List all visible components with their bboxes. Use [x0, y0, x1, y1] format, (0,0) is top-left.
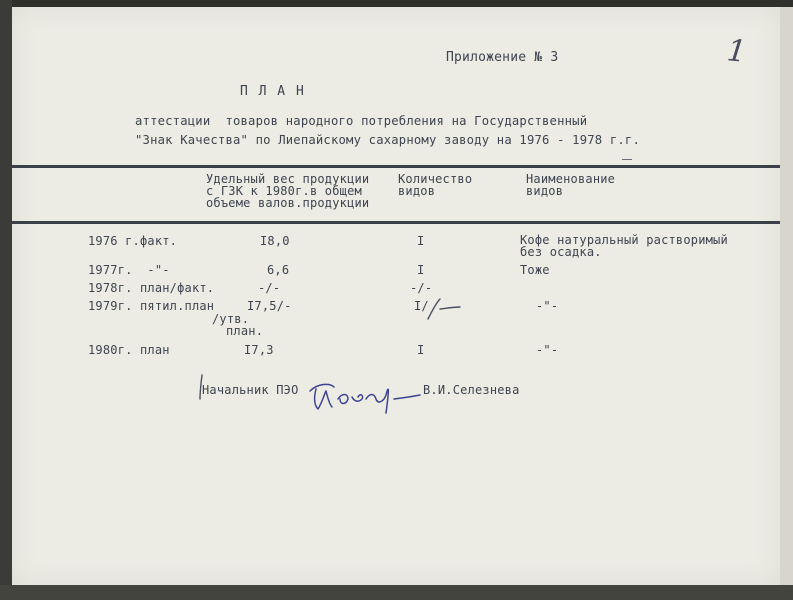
row-period: 1979г. пятил.план — [88, 299, 215, 313]
row-period: 1976 г.факт. — [88, 234, 178, 248]
signature-name: В.И.Селезнева — [423, 383, 520, 397]
row-share: I7,3 — [244, 343, 274, 357]
row-share: -/- — [258, 281, 281, 295]
header-name-line-2: видов — [526, 184, 564, 198]
table-header-rule — [12, 221, 780, 224]
handwritten-signature — [304, 377, 424, 417]
header-share-line-2: с ГЗК к 1980г.в общем — [206, 184, 362, 198]
document-subtitle-line-1: аттестации товаров народного потребления на Государственный — [135, 114, 588, 128]
handwritten-page-number: 1 — [725, 33, 748, 70]
handwritten-dash-mark — [426, 297, 466, 325]
appendix-label: Приложение № 3 — [446, 50, 559, 65]
row-share-note-line-2: план. — [226, 324, 264, 338]
header-share-line-1: Удельный вес продукции — [206, 172, 370, 186]
row-count: I/ — [414, 299, 429, 313]
row-share-note-line-1: /утв. — [212, 312, 250, 326]
row-count: I — [417, 263, 425, 277]
row-count: I — [417, 343, 425, 357]
row-share: I7,5/- — [247, 299, 292, 313]
row-period: 1977г. -"- — [88, 263, 170, 277]
signature-position: Начальник ПЭО — [202, 383, 299, 397]
row-share: 6,6 — [267, 263, 290, 277]
row-share: I8,0 — [260, 234, 290, 248]
document-subtitle-line-2: "Знак Качества" по Лиепайскому сахарному заводу на 1976 - 1978 г.г. — [135, 133, 641, 147]
document-title: П Л А Н — [240, 84, 306, 99]
header-name-line-1: Наименование — [526, 172, 616, 186]
scan-bottom-edge — [0, 585, 793, 600]
header-share-line-3: объеме валов.продукции — [206, 196, 370, 210]
row-count: I — [417, 234, 425, 248]
table-top-rule — [12, 165, 780, 168]
row-count: -/- — [410, 281, 433, 295]
row-name-line-1: Кофе натуральный растворимый — [520, 233, 728, 247]
row-period: 1978г. план/факт. — [88, 281, 215, 295]
row-name-line-1: Тоже — [520, 263, 550, 277]
row-name-line-1: -"- — [536, 299, 559, 313]
row-period: 1980г. план — [88, 343, 170, 357]
header-count-line-1: Количество — [398, 172, 473, 186]
scan-left-edge — [0, 0, 12, 600]
header-count-line-2: видов — [398, 184, 436, 198]
rule-mark — [622, 159, 632, 160]
row-name-line-2: без осадка. — [520, 245, 602, 259]
row-name-line-1: -"- — [536, 343, 559, 357]
scan-right-edge — [780, 7, 793, 585]
paper-sheet — [12, 7, 780, 585]
